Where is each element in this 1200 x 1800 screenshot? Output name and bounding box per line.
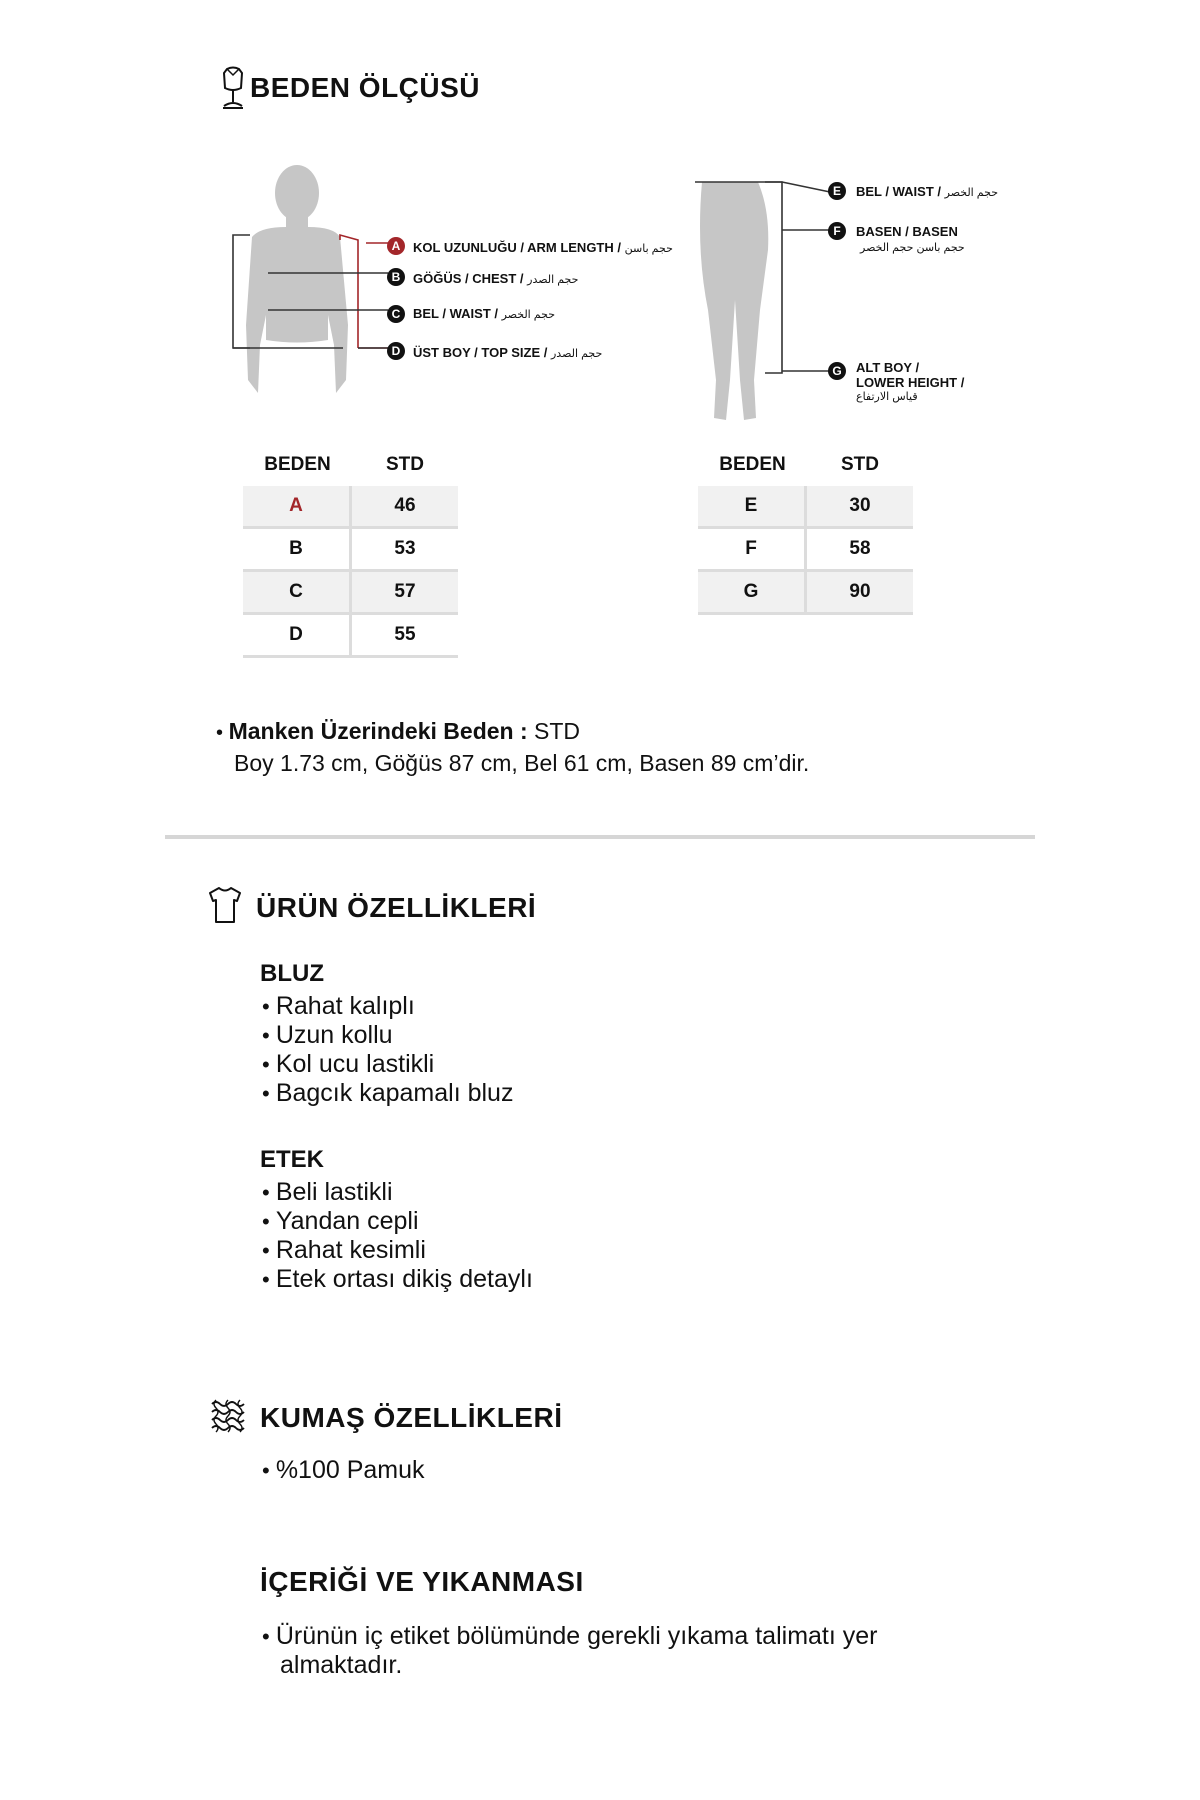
label-lower-height: ALT BOY / LOWER HEIGHT / قياس الارتفاع (856, 360, 965, 403)
group-title-etek: ETEK (260, 1146, 325, 1173)
badge-e: E (828, 182, 846, 200)
col-header-std: STD (841, 454, 879, 475)
table-row: E 30 (698, 486, 913, 529)
group-title-bluz: BLUZ (260, 960, 324, 987)
upper-body-lines (228, 230, 398, 360)
badge-a: A (387, 237, 405, 255)
tshirt-icon (208, 886, 242, 924)
fabric-icon (210, 1398, 246, 1434)
size-table-top (243, 444, 458, 658)
list-item: • Beli lastikli (262, 1178, 533, 1207)
table-row: G 90 (698, 572, 913, 615)
col-header-beden: BEDEN (264, 454, 331, 475)
list-item: • Uzun kollu (262, 1021, 513, 1050)
table-row: A 46 (243, 486, 458, 529)
label-chest: GÖĞÜS / CHEST / حجم الصدر (413, 271, 579, 286)
size-section-title: BEDEN ÖLÇÜSÜ (250, 72, 481, 103)
fabric-section-title: KUMAŞ ÖZELLİKLERİ (260, 1402, 563, 1433)
section-divider (165, 835, 1035, 839)
list-item: • Kol ucu lastikli (262, 1050, 513, 1079)
label-waist: BEL / WAIST / حجم الخصر (413, 306, 556, 321)
table-row: C 57 (243, 572, 458, 615)
badge-c: C (387, 305, 405, 323)
list-item: • Rahat kesimli (262, 1236, 533, 1265)
list-item: • %100 Pamuk (262, 1456, 425, 1485)
badge-f: F (828, 222, 846, 240)
care-section-title: İÇERİĞİ VE YIKANMASI (260, 1566, 584, 1597)
model-measurements: Boy 1.73 cm, Göğüs 87 cm, Bel 61 cm, Basen 89 cm’dir. (234, 750, 810, 776)
col-header-beden: BEDEN (719, 454, 786, 475)
label-arm-length: KOL UZUNLUĞU / ARM LENGTH / حجم باسن (413, 240, 673, 255)
mannequin-icon (218, 66, 248, 112)
col-header-std: STD (386, 454, 424, 475)
table-row: F 58 (698, 529, 913, 572)
list-item: • Etek ortası dikiş detaylı (262, 1265, 533, 1294)
badge-d: D (387, 342, 405, 360)
etek-list (262, 1178, 533, 1294)
label-top-size: ÜST BOY / TOP SIZE / حجم الصدر (413, 345, 603, 360)
table-row: B 53 (243, 529, 458, 572)
bluz-list (262, 992, 513, 1108)
label-basen: BASEN / BASEN (856, 224, 958, 239)
care-list (262, 1622, 982, 1680)
badge-g: G (828, 362, 846, 380)
model-size-line: • Manken Üzerindeki Beden : STD (216, 718, 581, 744)
list-item: • Rahat kalıplı (262, 992, 513, 1021)
lower-body-lines (690, 178, 840, 398)
product-section-title: ÜRÜN ÖZELLİKLERİ (256, 892, 537, 923)
badge-b: B (387, 268, 405, 286)
list-item: • Bagcık kapamalı bluz (262, 1079, 513, 1108)
table-row: D 55 (243, 615, 458, 658)
label-basen-ar: حجم باسن حجم الخصر (860, 242, 965, 254)
list-item: • Ürünün iç etiket bölümünde gerekli yıkama talimatı yer almaktadır. (262, 1622, 982, 1680)
list-item: • Yandan cepli (262, 1207, 533, 1236)
size-table-bottom (698, 444, 913, 615)
fabric-list (262, 1456, 425, 1485)
label-bottom-waist: BEL / WAIST / حجم الخصر (856, 184, 999, 199)
